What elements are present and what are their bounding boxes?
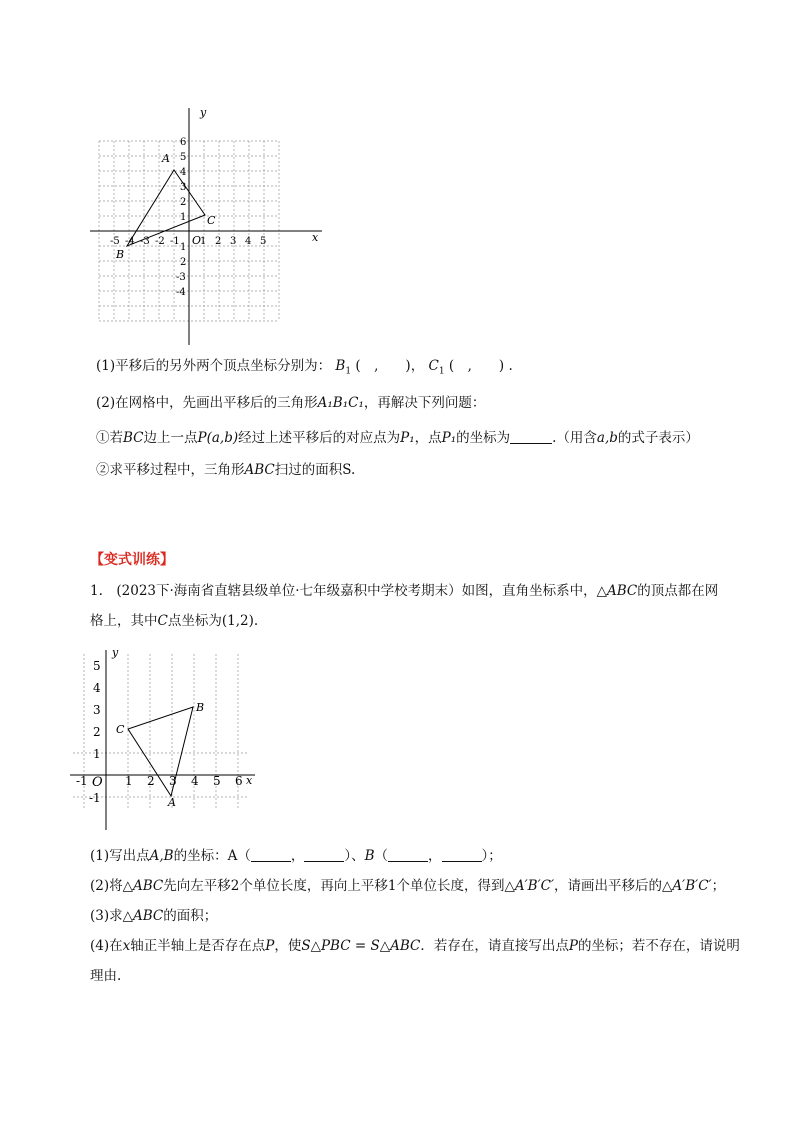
x-tick-label: 2 [147, 774, 155, 788]
s4-text-e: 的坐标；若不存在，请说明 [577, 938, 740, 954]
s4-text-b: 轴正半轴上是否存在点 [130, 938, 266, 954]
s3-text-a: (3)求 [90, 908, 123, 924]
a-y-blank[interactable] [304, 847, 344, 862]
point-c-ref: C [157, 613, 168, 629]
q1-end: . [508, 358, 513, 374]
q2-text-end: ，再解决下列问题： [363, 395, 486, 411]
y-tick-label: -4 [176, 287, 186, 298]
x-tick-label: 5 [213, 774, 221, 788]
s2-text-a: (2)将 [90, 878, 123, 894]
question-2-line [96, 393, 485, 413]
x-tick-label: 3 [169, 774, 177, 788]
y-tick-label: -1 [89, 791, 101, 805]
question-1-line [96, 356, 513, 382]
s1-comma-2: ， [428, 848, 442, 864]
y-tick-label: 5 [93, 659, 101, 673]
b1-label: B [335, 358, 346, 374]
s1-text-a: (1)写出点 [90, 848, 150, 864]
b-x-blank[interactable] [388, 847, 428, 862]
x-tick-label: 1 [200, 236, 207, 247]
y-tick-label: 3 [180, 182, 187, 193]
b1-answer-blank[interactable]: ( , ) [355, 358, 411, 374]
point-label-a: A [168, 796, 176, 809]
x-tick-label: -1 [76, 774, 88, 788]
q3-text-g: 的式子表示） [617, 430, 699, 446]
q4-text-a: ②求平移过程中，三角形 [96, 462, 245, 478]
q3-text-a: ①若 [96, 430, 123, 446]
subquestion-3 [90, 906, 217, 926]
point-label-b: B [196, 701, 205, 714]
s1-text-d: （ [374, 848, 389, 864]
y-tick-label: 5 [180, 152, 187, 163]
y-tick-label: 2 [180, 257, 187, 268]
b-y-blank[interactable] [442, 847, 482, 862]
s2-text-c: ，请画出平移后的 [554, 878, 663, 894]
figure-1-coordinate-grid [90, 100, 330, 345]
problem-1-line-2 [90, 611, 258, 631]
y-tick-label: 1 [180, 242, 187, 253]
x-tick-label: -2 [155, 236, 165, 247]
y-tick-label: 1 [93, 747, 101, 761]
point-label-b: B [116, 248, 125, 261]
p1-answer-blank[interactable] [510, 429, 552, 444]
x-var: x [122, 938, 131, 954]
x-tick-label: 2 [215, 236, 222, 247]
x-tick-label: 4 [191, 774, 199, 788]
origin-label: O [192, 234, 202, 247]
q3-text-c: 经过上述平移后的对应点为 [238, 430, 401, 446]
s4-text-c: ，使 [274, 938, 302, 954]
triangle-a-prime: △A′B′C′ [504, 878, 555, 894]
x-tick-label: -4 [125, 236, 135, 247]
x-tick-label: -5 [110, 236, 120, 247]
x-tick-label: -3 [140, 236, 150, 247]
s2-end: ； [711, 878, 726, 894]
s1-text-b: 的坐标：A（ [173, 848, 251, 864]
q2-text: (2)在网格中，先画出平移后的三角形 [96, 395, 318, 411]
q3-text-b: 边上一点 [143, 430, 198, 446]
point-p: P [265, 938, 275, 954]
segment-bc: BC [123, 430, 144, 446]
s1-text-e: ）； [481, 848, 502, 864]
question-2-part-1 [96, 428, 699, 448]
c-coordinate: (1,2) [221, 613, 254, 629]
point-p1-ref: P₁ [441, 430, 457, 446]
x-tick-label: 5 [260, 236, 267, 247]
vars-ab: a,b [596, 430, 618, 446]
s1-text-c: ）、 [344, 848, 365, 864]
triangle-abc-ref: △ABC [122, 878, 164, 894]
c1-label: C [428, 358, 439, 374]
y-tick-label: -3 [176, 272, 186, 283]
y-tick-label: 2 [93, 725, 101, 739]
problem-1-line2-b: 点坐标为 [167, 613, 222, 629]
a-x-blank[interactable] [251, 847, 291, 862]
point-p1: P₁ [400, 430, 415, 446]
problem-1-line2-a: 格上，其中 [90, 613, 158, 629]
triangle-abc-ref: ABC [244, 462, 275, 478]
s1-comma: ， [290, 848, 305, 864]
triangle-a-prime-2: △A′B′C′ [662, 878, 712, 894]
subquestion-4 [90, 936, 740, 956]
origin-label: O [92, 775, 103, 790]
problem-1-line-1 [90, 581, 718, 601]
triangle-a1b1c1: A₁B₁C₁ [317, 395, 364, 411]
point-label-a: A [162, 152, 170, 165]
triangle-abc-fig2 [128, 707, 193, 796]
q1-separator: ， [410, 358, 425, 374]
area-equation: S△PBC = S△ABC [301, 938, 421, 954]
s3-text-b: 的面积； [163, 908, 218, 924]
problem-1-text: 1. (2023下·海南省直辖县级单位·七年级嘉积中学校考期末）如图，直角坐标系中， [90, 583, 597, 599]
y-tick-label: 1 [180, 212, 187, 223]
points-ab: A,B [149, 848, 174, 864]
q4-text-b: 扫过的面积S. [274, 462, 356, 478]
y-tick-label: 3 [93, 703, 101, 717]
x-tick-label: 1 [125, 774, 133, 788]
point-b-ref: B [364, 848, 375, 864]
y-axis-label: y [112, 646, 119, 659]
point-label-c: C [116, 723, 125, 736]
problem-1-line2-end: . [253, 613, 259, 629]
s4-text-d: ．若存在，请直接写出点 [420, 938, 569, 954]
c1-answer-blank[interactable]: ( , ) [448, 358, 505, 374]
y-tick-label: 6 [180, 137, 187, 148]
point-p: P(a,b) [197, 430, 239, 446]
point-p-ref: P [568, 938, 578, 954]
triangle-abc-ref: △ABC [122, 908, 164, 924]
section-heading: 【变式训练】 [90, 552, 174, 568]
s2-text-b: 先向左平移2个单位长度，再向上平移1个单位长度，得到 [163, 878, 505, 894]
q3-text-d: ，点 [414, 430, 442, 446]
problem-1-text-end: 的顶点都在网 [637, 583, 719, 599]
question-2-part-2 [96, 460, 355, 480]
x-tick-label: -1 [170, 236, 180, 247]
y-tick-label: 4 [180, 167, 187, 178]
b1-subscript: 1 [345, 366, 352, 377]
subquestion-2 [90, 876, 725, 896]
q3-text-f: .（用含 [552, 430, 597, 446]
q1-text: (1)平移后的另外两个顶点坐标分别为： [96, 358, 332, 374]
x-axis-label: x [312, 231, 319, 244]
q3-text-e: 的坐标为 [456, 430, 511, 446]
s4-text-a: (4)在 [90, 938, 123, 954]
triangle-abc-ref: △ABC [596, 583, 638, 599]
y-axis-label: y [200, 106, 207, 119]
subquestion-1 [90, 846, 502, 866]
y-tick-label: 4 [93, 681, 101, 695]
x-tick-label: 3 [230, 236, 237, 247]
subquestion-4-line-2: 理由. [90, 968, 122, 984]
figure-2-coordinate-grid [70, 645, 260, 835]
x-axis-label: x [246, 774, 253, 787]
c1-subscript: 1 [438, 366, 445, 377]
x-tick-label: 6 [235, 774, 243, 788]
x-tick-label: 4 [245, 236, 252, 247]
y-tick-label: 2 [180, 197, 187, 208]
point-label-c: C [207, 214, 216, 227]
